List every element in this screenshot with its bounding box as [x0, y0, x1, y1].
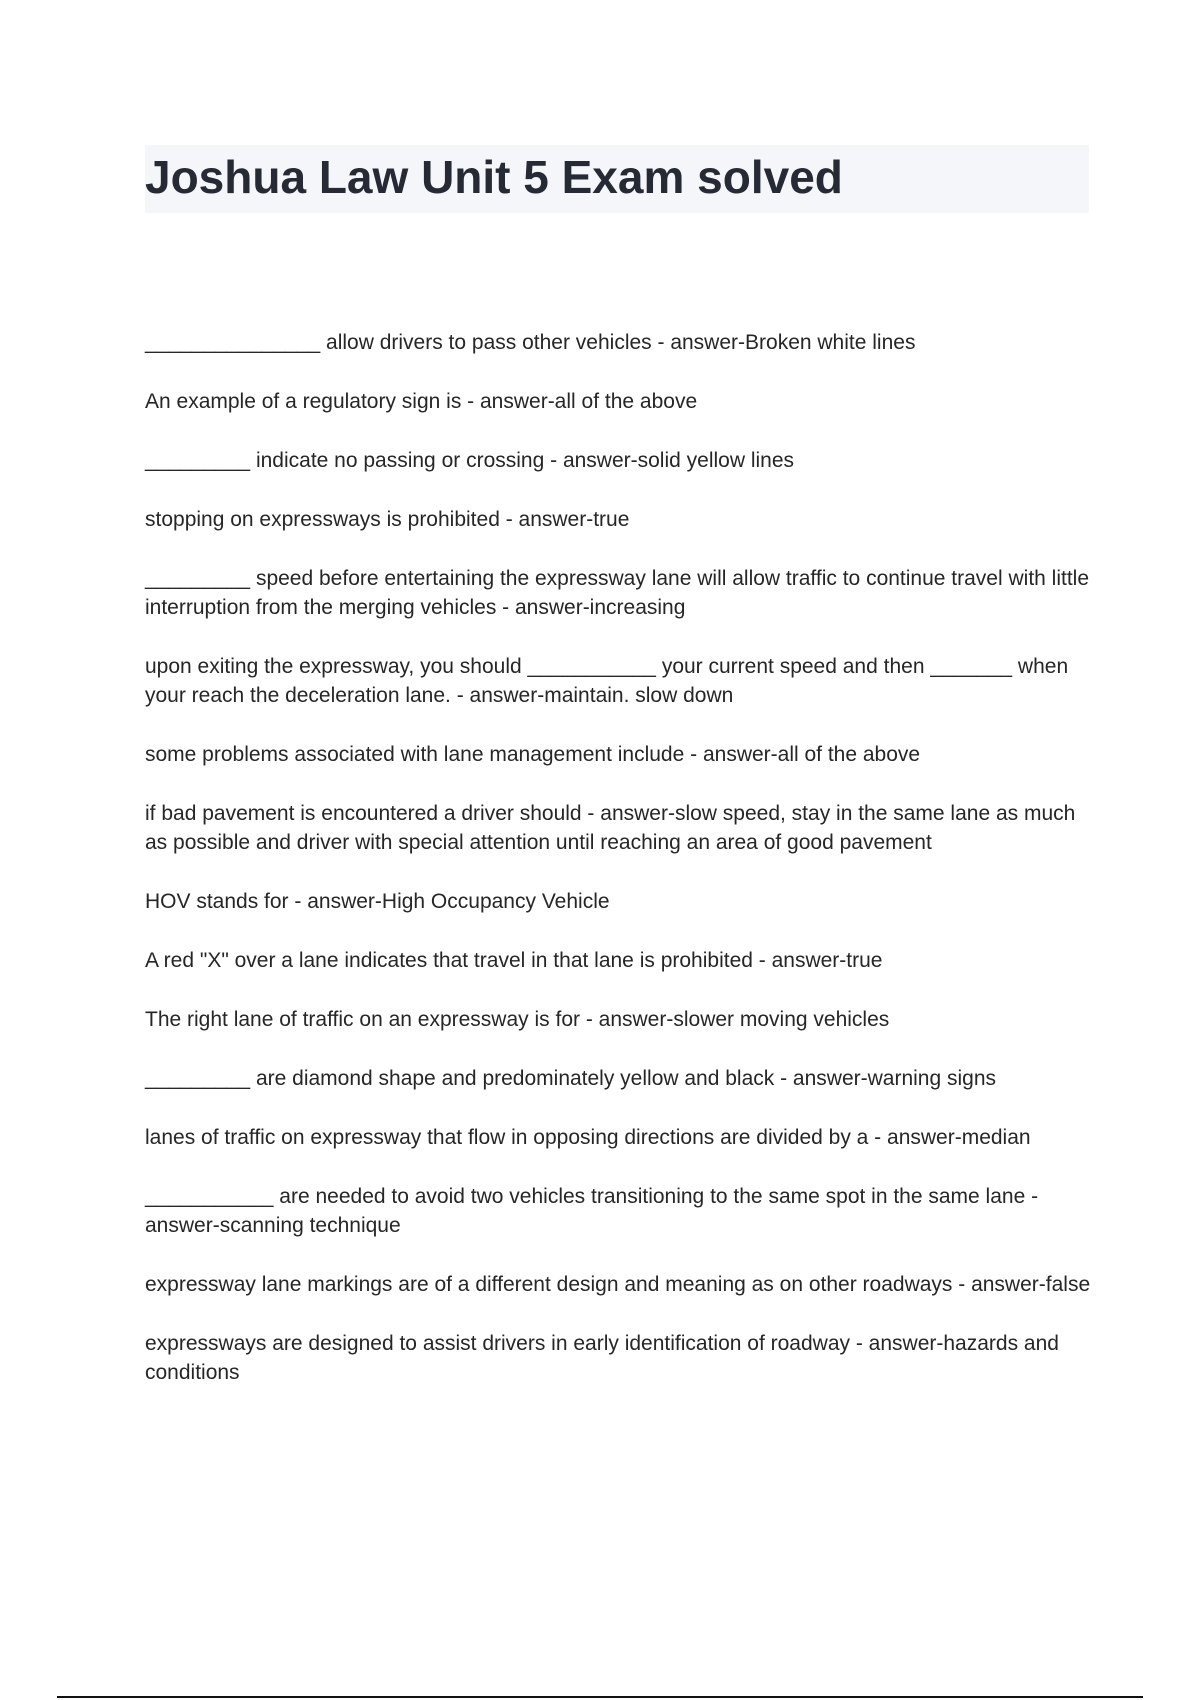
qa-item: A red "X" over a lane indicates that travel in that lane is prohibited - answer-true — [145, 949, 883, 972]
qa-item: _______________ allow drivers to pass other vehicles - answer-Broken white lines — [145, 331, 916, 354]
qa-item: HOV stands for - answer-High Occupancy Vehicle — [145, 890, 610, 913]
question-answer-list — [145, 328, 1095, 1417]
qa-item: _________ indicate no passing or crossing - answer-solid yellow lines — [145, 449, 795, 472]
page-title: Joshua Law Unit 5 Exam solved — [145, 151, 843, 203]
qa-item: expressways are designed to assist drivers in early identification of roadway - answer-hazards and conditions — [145, 1332, 1059, 1384]
qa-item: ___________ are needed to avoid two vehicles transitioning to the same spot in the same lane - answer-scanning technique — [145, 1185, 1039, 1237]
qa-item: The right lane of traffic on an expressway is for - answer-slower moving vehicles — [145, 1008, 890, 1031]
qa-item: _________ are diamond shape and predominately yellow and black - answer-warning signs — [145, 1067, 997, 1090]
qa-item: expressway lane markings are of a different design and meaning as on other roadways - answer-false — [145, 1273, 1091, 1296]
qa-item: upon exiting the expressway, you should ___________ your current speed and then _______ when your reach the deceleration lane. - answer-maintain. slow down — [145, 655, 1069, 707]
qa-item: An example of a regulatory sign is - answer-all of the above — [145, 390, 698, 413]
qa-item: _________ speed before entertaining the expressway lane will allow traffic to continue travel with little interruption from the merging vehicles - answer-increasing — [145, 567, 1090, 619]
qa-item: if bad pavement is encountered a driver should - answer-slow speed, stay in the same lane as much as possible and driver with special attention until reaching an area of good pavement — [145, 802, 1076, 854]
qa-item: some problems associated with lane management include - answer-all of the above — [145, 743, 921, 766]
qa-item: lanes of traffic on expressway that flow in opposing directions are divided by a - answer-median — [145, 1126, 1031, 1149]
qa-item: stopping on expressways is prohibited - answer-true — [145, 508, 630, 531]
footer-divider — [57, 1696, 1143, 1698]
